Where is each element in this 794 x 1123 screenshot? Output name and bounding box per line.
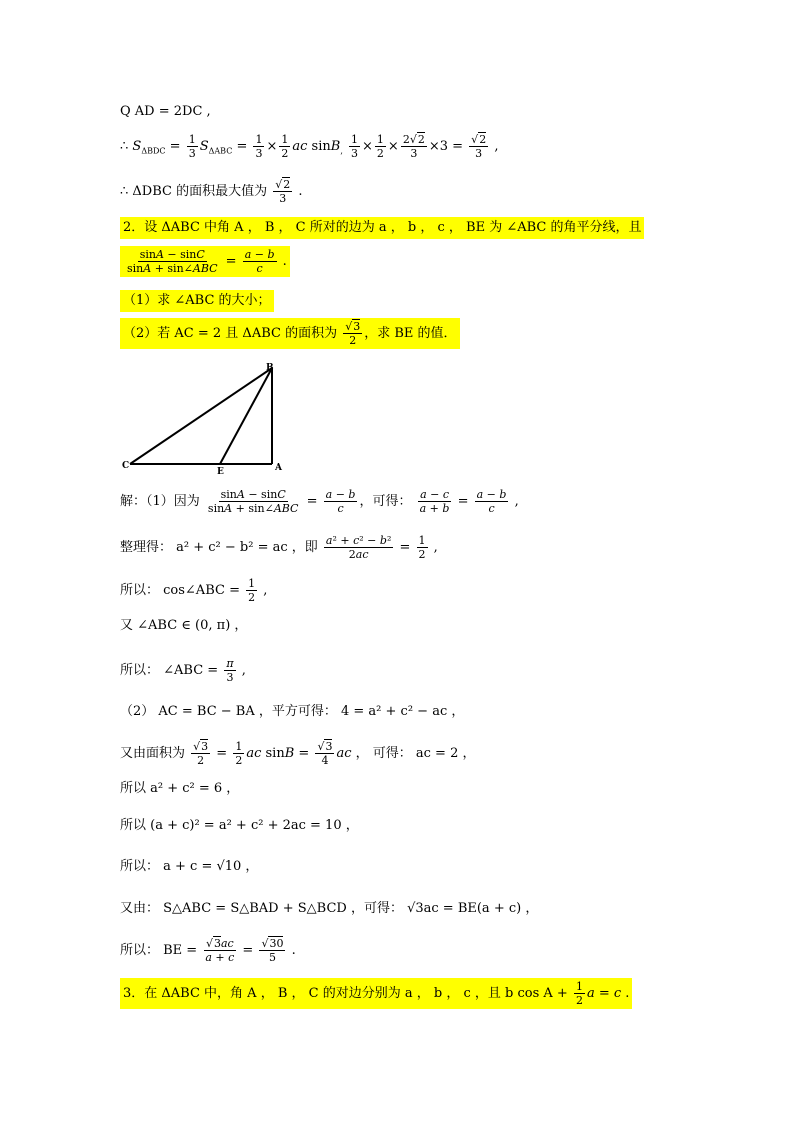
solution-2-line-3: 所以 a² + c² = 6 ， — [120, 781, 240, 796]
solution-1-line-5: 所以： ∠ABC = $\frac{\pi}{3}$ , — [120, 657, 246, 684]
solution-1-line-3: 所以： cos∠ABC = $\frac{1}{2}$ , — [120, 577, 268, 604]
label-a: A — [275, 463, 282, 473]
bisector-be — [220, 368, 272, 464]
label-e: E — [217, 467, 224, 474]
side-cb — [130, 368, 272, 464]
label-c: C — [122, 461, 130, 471]
question-3-stem: 3．在 ΔABC 中，角 A ， B ， C 的对边分别为 a ， b ， c ，且 b cos A + $\frac{1}{2}$ a = c . — [120, 978, 632, 1009]
question-2-part-2: （2）若 AC = 2 且 ΔABC 的面积为 $\frac{√3}{2}$ ，求 BE 的值． — [120, 318, 460, 349]
solution-2-line-6: 又由： S△ABC = S△BAD + S△BCD ，可得： √3ac = BE(a + c) ， — [120, 901, 539, 916]
question-2-condition: $\frac{\sin A - \sin C}{\text{sinA + sin∠ABC}}$ = $\frac{a - b}{c}$ . — [120, 246, 290, 277]
triangle-figure — [120, 362, 290, 474]
question-2-stem: 2．设 ΔABC 中角 A ， B ， C 所对的边为 a ， b ， c ， BE 为 ∠ABC 的角平分线，且 — [120, 217, 644, 239]
line-area-formula: ∴ $S_{\Delta BDC}$ = $\frac{1}{3}$ $S_{\Delta ABC}$ = $\frac{1}{3}$ × $\frac{1}{2}$ ac sinB$_,$ $\frac{1}{3}$ × $\frac{1}{2}$ × $\frac{2√2}{3}$ ×3 = $\frac{√2}{3}$ , — [120, 133, 499, 160]
line-ad-2dc: Q AD = 2DC , — [120, 104, 211, 119]
line-max-area: ∴ ΔDBC 的面积最大值为 $\frac{√2}{3}$ . — [120, 178, 303, 205]
solution-2-line-1: （2） AC = BC − BA ，平方可得： 4 = a² + c² − ac ， — [120, 704, 465, 719]
question-2-part-1: （1）求 ∠ABC 的大小； — [120, 290, 274, 312]
solution-2-line-4: 所以 (a + c)² = a² + c² + 2ac = 10 ， — [120, 818, 359, 833]
solution-2-line-5: 所以： a + c = √10 ， — [120, 859, 259, 874]
solution-1-line-4: 又 ∠ABC ∈ (0, π) ， — [120, 618, 248, 633]
label-b: B — [266, 363, 274, 373]
solution-1-line-1: 解：（1）因为 $\frac{\sin A - \sin C}{\text{sinA + sin∠ABC}}$ = $\frac{a - b}{c}$ ，可得： $\frac{a - c}{a + b}$ = $\frac{a - b}{c}$ , — [120, 488, 519, 515]
solution-2-line-2: 又由面积为 $\frac{√3}{2}$ = $\frac{1}{2}$ ac sinB = $\frac{√3}{4}$ ac ， 可得： ac = 2 ， — [120, 740, 476, 767]
solution-1-line-2: 整理得： a² + c² − b² = ac ，即 $\frac{\text{a² + c² − b²}}{2ac}$ = $\frac{1}{2}$ , — [120, 534, 438, 561]
solution-2-line-7: 所以： BE = $\frac{√3ac}{a + c}$ = $\frac{√30}{5}$ . — [120, 937, 296, 964]
